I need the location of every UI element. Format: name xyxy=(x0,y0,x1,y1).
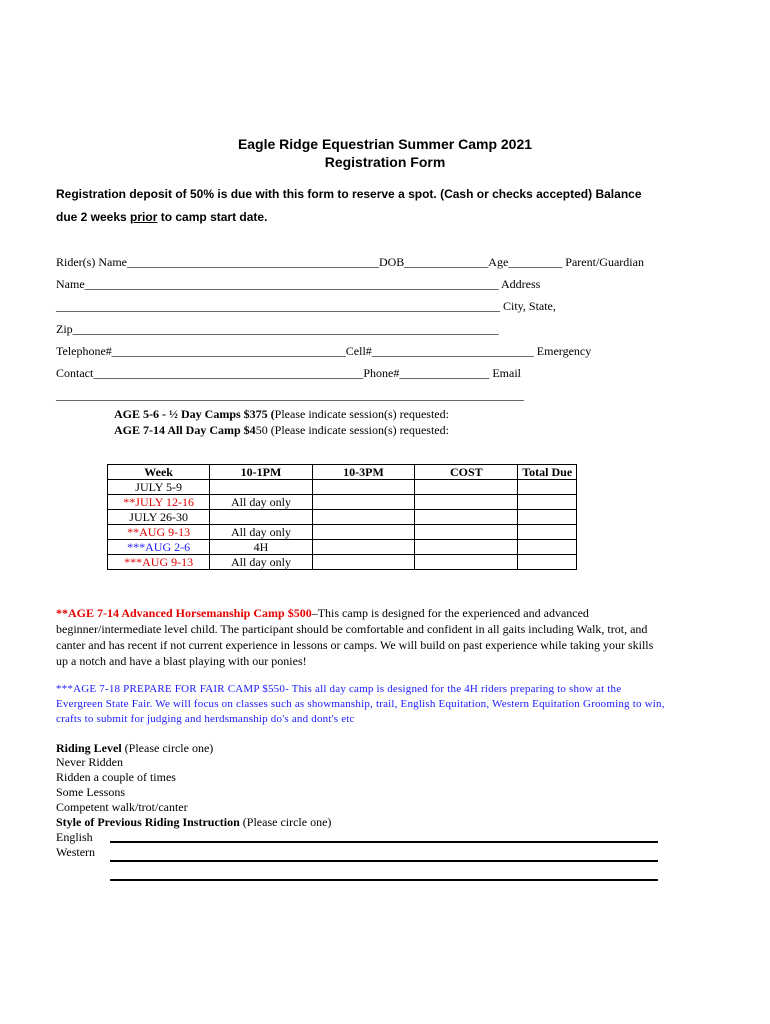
table-row xyxy=(108,480,577,495)
age-7-14-heading xyxy=(114,423,449,438)
deposit-text-underlined: prior xyxy=(130,210,158,224)
form-title: Eagle Ridge Equestrian Summer Camp 2021 xyxy=(237,136,533,152)
session-10-3-cell[interactable] xyxy=(312,510,415,525)
header-total-due: Total Due xyxy=(518,465,577,480)
total-due-cell[interactable] xyxy=(518,510,577,525)
advanced-camp-title: **AGE 7-14 Advanced Horsemanship Camp $500 xyxy=(56,606,312,620)
deposit-text-pre: due 2 weeks xyxy=(56,210,131,224)
age-5-6-price: AGE 5-6 - ½ Day Camps $375 ( xyxy=(114,407,275,421)
deposit-notice-line2 xyxy=(56,210,267,224)
session-10-3-cell[interactable] xyxy=(312,555,415,570)
blank-line[interactable] xyxy=(110,860,658,862)
email-line[interactable]: ______________________________________________________________________________ xyxy=(56,388,524,402)
cost-cell[interactable] xyxy=(415,495,518,510)
table-row xyxy=(108,495,577,510)
style-label: Style of Previous Riding Instruction xyxy=(56,815,240,829)
age-5-6-instruction: Please indicate session(s) requested: xyxy=(274,407,449,421)
week-cell: **JULY 12-16 xyxy=(108,495,210,510)
cost-cell[interactable] xyxy=(415,540,518,555)
table-row xyxy=(108,510,577,525)
sessions-table xyxy=(107,464,577,570)
address-city-line[interactable]: __________________________________________________________________________ City, State, xyxy=(56,299,556,313)
session-10-1-cell[interactable] xyxy=(210,510,313,525)
session-10-1-cell[interactable]: All day only xyxy=(210,495,313,510)
table-row xyxy=(108,540,577,555)
style-note: (Please circle one) xyxy=(239,815,332,829)
riding-level-option[interactable]: Ridden a couple of times xyxy=(56,770,176,784)
header-week: Week xyxy=(108,465,210,480)
table-row xyxy=(108,525,577,540)
total-due-cell[interactable] xyxy=(518,495,577,510)
session-10-3-cell[interactable] xyxy=(312,525,415,540)
blank-line[interactable] xyxy=(110,879,658,881)
session-10-1-cell[interactable]: All day only xyxy=(210,525,313,540)
table-header-row xyxy=(108,465,577,480)
total-due-cell[interactable] xyxy=(518,480,577,495)
week-cell: ***AUG 9-13 xyxy=(108,555,210,570)
name-address-line[interactable]: Name_____________________________________________________________________ Address xyxy=(56,277,541,291)
form-subtitle: Registration Form xyxy=(324,154,446,170)
riding-level-option[interactable]: Never Ridden xyxy=(56,755,123,769)
session-10-1-cell[interactable] xyxy=(210,480,313,495)
table-row xyxy=(108,555,577,570)
header-10-1pm: 10-1PM xyxy=(210,465,313,480)
session-10-1-cell[interactable]: 4H xyxy=(210,540,313,555)
blank-line[interactable] xyxy=(110,841,658,843)
session-10-3-cell[interactable] xyxy=(312,495,415,510)
advanced-camp-description xyxy=(56,605,666,669)
telephone-line[interactable]: Telephone#_______________________________________Cell#___________________________ Emergency xyxy=(56,344,592,358)
age-7-14-price: AGE 7-14 All Day Camp $4 xyxy=(114,423,256,437)
fair-camp-description: ***AGE 7-18 PREPARE FOR FAIR CAMP $550- This all day camp is designed for the 4H riders preparing to show at the Evergreen State Fair. We will focus on classes such as showmanship, trail, English Equitation, Western Equitation Grooming to win, crafts to submit for judging and herdsmanship do's and dont's etc xyxy=(56,683,665,725)
cost-cell[interactable] xyxy=(415,525,518,540)
header-cost: COST xyxy=(415,465,518,480)
age-5-6-heading xyxy=(114,407,449,422)
total-due-cell[interactable] xyxy=(518,540,577,555)
deposit-notice-line1: Registration deposit of 50% is due with this form to reserve a spot. (Cash or checks accepted) Balance xyxy=(56,187,642,201)
riding-level-heading xyxy=(56,741,213,756)
zip-line[interactable]: Zip_______________________________________________________________________ xyxy=(56,322,499,336)
session-10-3-cell[interactable] xyxy=(312,480,415,495)
advanced-camp-body: –This camp is designed for the experienced and advanced beginner/intermediate level child. The participant should be comfortable and confident in all gaits including Walk, trot, and canter and has recent if not current experience in lessons or camps. We will build on past experience while taking your skills up a notch and have a blast playing with our ponies! xyxy=(56,606,654,668)
week-cell: JULY 26-30 xyxy=(108,510,210,525)
week-cell: **AUG 9-13 xyxy=(108,525,210,540)
riding-level-note: (Please circle one) xyxy=(121,741,214,755)
deposit-text-post: to camp start date. xyxy=(157,210,268,224)
cost-cell[interactable] xyxy=(415,510,518,525)
riding-level-label: Riding Level xyxy=(56,741,122,755)
cost-cell[interactable] xyxy=(415,555,518,570)
style-option-western[interactable]: Western xyxy=(56,845,96,859)
session-10-1-cell[interactable]: All day only xyxy=(210,555,313,570)
style-heading xyxy=(56,815,331,830)
riding-level-option[interactable]: Some Lessons xyxy=(56,785,125,799)
style-option-english[interactable]: English xyxy=(56,830,93,844)
rider-name-line[interactable]: Rider(s) Name__________________________________________DOB______________Age_________ Parent/Guardian xyxy=(56,255,644,269)
week-cell: JULY 5-9 xyxy=(108,480,210,495)
age-7-14-instruction: 50 (Please indicate session(s) requested: xyxy=(255,423,449,437)
contact-line[interactable]: Contact_____________________________________________Phone#_______________ Email xyxy=(56,366,521,380)
week-cell: ***AUG 2-6 xyxy=(108,540,210,555)
session-10-3-cell[interactable] xyxy=(312,540,415,555)
total-due-cell[interactable] xyxy=(518,525,577,540)
total-due-cell[interactable] xyxy=(518,555,577,570)
cost-cell[interactable] xyxy=(415,480,518,495)
header-10-3pm: 10-3PM xyxy=(312,465,415,480)
riding-level-option[interactable]: Competent walk/trot/canter xyxy=(56,800,188,814)
